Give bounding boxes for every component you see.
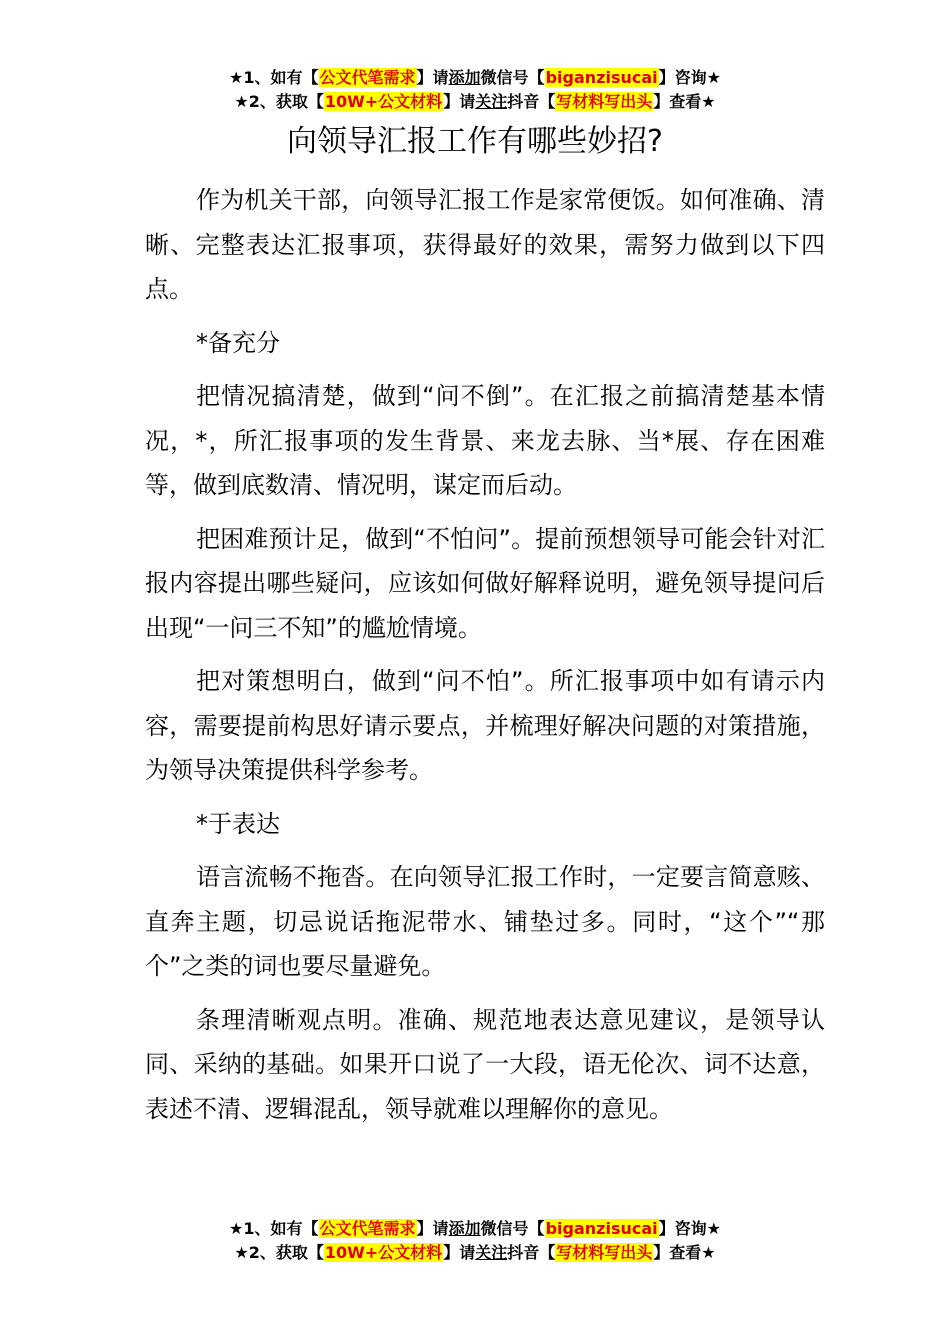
promo-underline: 添加 (448, 68, 481, 87)
promo-text: 】请 (416, 68, 449, 87)
promo-text: 抖音【 (507, 92, 556, 111)
promo-text: 】查看★ (653, 1243, 716, 1262)
promo-highlight: biganzisucai (545, 68, 658, 87)
promo-highlight: 10W+公文材料 (324, 1243, 443, 1262)
section-heading-preparation: *备充分 (196, 328, 280, 357)
promo-highlight: 公文代笔需求 (319, 1219, 416, 1238)
promo-underline: 关注 (475, 1243, 508, 1262)
paragraph: 条理清晰观点明。准确、规范地表达意见建议，是领导认同、采纳的基础。如果开口说了一大段，语无伦次、词不达意，表述不清、逻辑混乱，领导就难以理解你的意见。 (145, 1005, 825, 1123)
promo-underline: 关注 (475, 92, 508, 111)
paragraph: 语言流畅不拖沓。在向领导汇报工作时，一定要言简意赅、直奔主题，切忌说话拖泥带水、铺垫过多。同时，“这个”“那个”之类的词也要尽量避免。 (145, 863, 825, 980)
promo-text: 】请 (443, 92, 476, 111)
promo-text: 】查看★ (653, 92, 716, 111)
promo-text: ★1、如有【 (229, 68, 319, 87)
promo-highlight: biganzisucai (545, 1219, 658, 1238)
promo-banner-top (0, 66, 950, 114)
promo-text: ★2、获取【 (234, 92, 324, 111)
promo-line-2 (0, 90, 950, 114)
promo-line-1 (0, 1217, 950, 1241)
paragraph: 把对策想明白，做到“问不怕”。所汇报事项中如有请示内容，需要提前构思好请示要点，并梳理好解决问题的对策措施，为领导决策提供科学参考。 (145, 667, 825, 784)
promo-highlight: 公文代笔需求 (319, 68, 416, 87)
paragraph: 把情况搞清楚，做到“问不倒”。在汇报之前搞清楚基本情况，*，所汇报事项的发生背景、来龙去脉、当*展、存在困难等，做到底数清、情况明，谋定而后动。 (145, 382, 825, 499)
promo-text: ★2、获取【 (234, 1243, 324, 1262)
promo-text: 微信号【 (480, 68, 545, 87)
paragraph: 把困难预计足，做到“不怕问”。提前预想领导可能会针对汇报内容提出哪些疑问，应该如何做好解释说明，避免领导提问后出现“一问三不知”的尴尬情境。 (145, 524, 825, 642)
promo-text: 】请 (443, 1243, 476, 1262)
promo-text: 】咨询★ (658, 1219, 721, 1238)
section-heading-expression: *于表达 (196, 809, 280, 838)
document-title: 向领导汇报工作有哪些妙招? (287, 124, 663, 159)
promo-text: 】请 (416, 1219, 449, 1238)
promo-text: 微信号【 (480, 1219, 545, 1238)
promo-text: 】咨询★ (658, 68, 721, 87)
paragraph-intro: 作为机关干部，向领导汇报工作是家常便饭。如何准确、清晰、完整表达汇报事项，获得最好的效果，需努力做到以下四点。 (145, 186, 825, 303)
promo-underline: 添加 (448, 1219, 481, 1238)
promo-text: ★1、如有【 (229, 1219, 319, 1238)
promo-banner-bottom (0, 1217, 950, 1265)
document-body (145, 178, 825, 1140)
promo-highlight: 10W+公文材料 (324, 92, 443, 111)
promo-highlight: 写材料写出头 (556, 92, 653, 111)
promo-highlight: 写材料写出头 (556, 1243, 653, 1262)
promo-line-1 (0, 66, 950, 90)
promo-text: 抖音【 (507, 1243, 556, 1262)
promo-line-2 (0, 1241, 950, 1265)
